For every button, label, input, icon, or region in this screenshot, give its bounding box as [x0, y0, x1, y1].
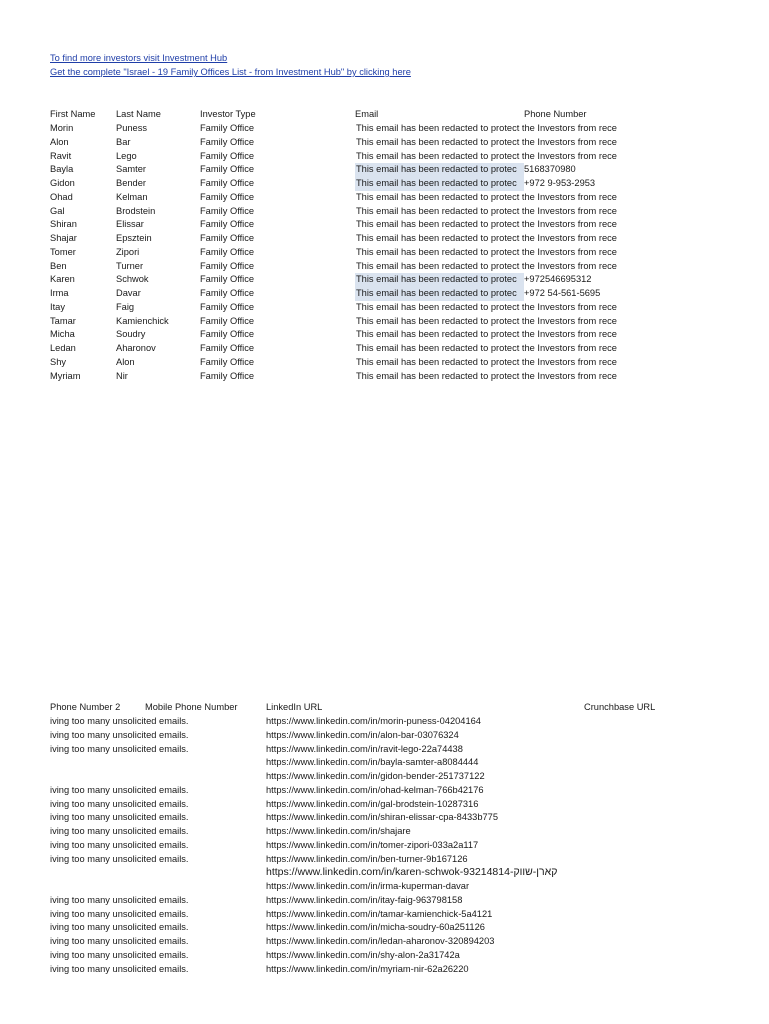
email-cell[interactable]: This email has been redacted to protect the Investors from rece — [356, 343, 617, 353]
email-cell[interactable]: This email has been redacted to protect the Investors from rece — [356, 136, 617, 147]
table-row — [0, 963, 768, 977]
investor-type-cell: Family Office — [200, 370, 255, 381]
investor-type-cell: Family Office — [200, 246, 255, 257]
phone-number-2-cell: iving too many unsolicited emails. — [50, 949, 189, 960]
last-name-cell: Lego — [116, 150, 137, 161]
last-name-cell: Aharonov — [116, 343, 156, 353]
investor-type-cell: Family Office — [200, 219, 255, 230]
email-cell[interactable]: This email has been redacted to protect the Investors from rece — [356, 233, 617, 243]
first-name-cell: Ben — [50, 260, 67, 271]
linkedin-url-cell[interactable]: https://www.linkedin.com/in/gal-brodstein-10287316 — [266, 798, 479, 809]
email-cell[interactable]: This email has been redacted to protec — [355, 163, 524, 177]
phone-number-2-cell: iving too many unsolicited emails. — [50, 716, 189, 726]
first-name-cell: Ravit — [50, 150, 72, 161]
table-row — [0, 880, 768, 894]
table-row — [0, 756, 768, 770]
table-row — [0, 798, 768, 812]
linkedin-url-cell[interactable]: https://www.linkedin.com/in/karen-schwok-93214814-קארן-שווק — [266, 866, 558, 879]
investor-type-cell: Family Office — [200, 329, 255, 340]
investor-type-cell: Family Office — [200, 178, 255, 188]
first-name-cell: Micha — [50, 329, 75, 340]
last-name-cell: Soudry — [116, 329, 146, 340]
linkedin-url-cell[interactable]: https://www.linkedin.com/in/gidon-bender-251737122 — [266, 771, 485, 781]
investor-type-cell: Family Office — [200, 233, 255, 243]
email-cell[interactable]: This email has been redacted to protect the Investors from rece — [356, 219, 617, 230]
linkedin-url-cell[interactable]: https://www.linkedin.com/in/alon-bar-03076324 — [266, 729, 459, 740]
email-cell[interactable]: This email has been redacted to protec — [355, 177, 524, 191]
linkedin-url-cell[interactable]: https://www.linkedin.com/in/tamar-kamienchick-5a4121 — [266, 908, 493, 919]
email-cell[interactable]: This email has been redacted to protect the Investors from rece — [356, 123, 617, 133]
phone-number-cell: +972546695312 — [524, 274, 592, 285]
header-first-name: First Name — [50, 109, 96, 119]
investor-type-cell: Family Office — [200, 274, 255, 285]
table-row — [0, 356, 768, 370]
table-header-row — [0, 108, 768, 122]
last-name-cell: Kamienchick — [116, 315, 169, 326]
linkedin-url-cell[interactable]: https://www.linkedin.com/in/ledan-aharonov-320894203 — [266, 936, 495, 946]
email-cell[interactable]: This email has been redacted to protect the Investors from rece — [356, 356, 617, 367]
table-row — [0, 743, 768, 757]
table-row — [0, 866, 768, 880]
last-name-cell: Puness — [116, 123, 148, 133]
last-name-cell: Brodstein — [116, 205, 156, 216]
table-row — [0, 921, 768, 935]
last-name-cell: Samter — [116, 164, 146, 175]
last-name-cell: Turner — [116, 260, 144, 271]
investment-hub-link[interactable]: To find more investors visit Investment Hub — [50, 53, 228, 63]
linkedin-url-cell[interactable]: https://www.linkedin.com/in/morin-puness-04204164 — [266, 716, 481, 726]
linkedin-url-cell[interactable]: https://www.linkedin.com/in/bayla-samter-a8084444 — [266, 757, 479, 768]
first-name-cell: Ledan — [50, 343, 76, 353]
email-cell[interactable]: This email has been redacted to protec — [355, 273, 524, 287]
phone-number-2-cell: iving too many unsolicited emails. — [50, 853, 189, 864]
last-name-cell: Kelman — [116, 191, 148, 202]
phone-number-2-cell: iving too many unsolicited emails. — [50, 812, 189, 823]
first-name-cell: Karen — [50, 274, 75, 285]
email-cell[interactable]: This email has been redacted to protect the Investors from rece — [356, 150, 617, 161]
linkedin-url-cell[interactable]: https://www.linkedin.com/in/tomer-zipori-033a2a117 — [266, 839, 479, 850]
email-cell[interactable]: This email has been redacted to protect the Investors from rece — [356, 370, 617, 381]
table-row — [0, 908, 768, 922]
investor-type-cell: Family Office — [200, 191, 255, 202]
first-name-cell: Shajar — [50, 233, 77, 243]
investor-type-cell: Family Office — [200, 164, 255, 175]
table-row — [0, 729, 768, 743]
table-row — [0, 935, 768, 949]
phone-number-2-cell: iving too many unsolicited emails. — [50, 826, 189, 836]
table-row — [0, 825, 768, 839]
email-cell[interactable]: This email has been redacted to protect the Investors from rece — [356, 191, 617, 202]
table-row — [0, 839, 768, 853]
table-row — [0, 136, 768, 150]
linkedin-url-cell[interactable]: https://www.linkedin.com/in/shiran-elissar-cpa-8433b775 — [266, 812, 499, 823]
first-name-cell: Irma — [50, 288, 69, 298]
table-row — [0, 177, 768, 191]
phone-number-cell: 5168370980 — [524, 164, 576, 175]
linkedin-url-cell[interactable]: https://www.linkedin.com/in/ravit-lego-22a74438 — [266, 743, 463, 754]
linkedin-url-cell[interactable]: https://www.linkedin.com/in/irma-kuperman-davar — [266, 881, 470, 891]
phone-number-cell: +972 9-953-2953 — [524, 178, 596, 188]
phone-number-2-cell: iving too many unsolicited emails. — [50, 743, 189, 754]
first-name-cell: Itay — [50, 301, 65, 312]
phone-number-2-cell: iving too many unsolicited emails. — [50, 963, 189, 974]
table-row — [0, 342, 768, 356]
first-name-cell: Bayla — [50, 164, 74, 175]
table-row — [0, 163, 768, 177]
table-row — [0, 260, 768, 274]
phone-number-2-cell: iving too many unsolicited emails. — [50, 729, 189, 740]
first-name-cell: Alon — [50, 136, 69, 147]
email-cell[interactable]: This email has been redacted to protect the Investors from rece — [356, 315, 617, 326]
table-row — [0, 205, 768, 219]
table-row — [0, 894, 768, 908]
header-linkedin-url: LinkedIn URL — [266, 702, 323, 712]
first-name-cell: Morin — [50, 123, 74, 133]
investor-type-cell: Family Office — [200, 123, 255, 133]
header-email: Email — [355, 109, 379, 119]
last-name-cell: Faig — [116, 301, 135, 312]
header-crunchbase-url: Crunchbase URL — [584, 702, 656, 712]
investor-type-cell: Family Office — [200, 150, 255, 161]
last-name-cell: Davar — [116, 288, 141, 298]
header-phone-number-2: Phone Number 2 — [50, 702, 121, 712]
email-cell[interactable]: This email has been redacted to protect the Investors from rece — [356, 205, 617, 216]
first-name-cell: Ohad — [50, 191, 73, 202]
investor-type-cell: Family Office — [200, 315, 255, 326]
table-row — [0, 370, 768, 384]
investor-type-cell: Family Office — [200, 205, 255, 216]
table-header-row-2 — [0, 701, 768, 715]
table-row — [0, 315, 768, 329]
first-name-cell: Shy — [50, 356, 67, 367]
table-row — [0, 287, 768, 301]
phone-number-2-cell: iving too many unsolicited emails. — [50, 894, 189, 905]
table-row — [0, 328, 768, 342]
linkedin-url-cell[interactable]: https://www.linkedin.com/in/shajare — [266, 826, 411, 836]
last-name-cell: Elissar — [116, 219, 144, 230]
table-row — [0, 218, 768, 232]
last-name-cell: Schwok — [116, 274, 149, 285]
table-row — [0, 301, 768, 315]
phone-number-2-cell: iving too many unsolicited emails. — [50, 784, 189, 795]
first-name-cell: Tamar — [50, 315, 76, 326]
table-row — [0, 246, 768, 260]
linkedin-url-cell[interactable]: https://www.linkedin.com/in/ben-turner-9b167126 — [266, 853, 468, 864]
phone-number-2-cell: iving too many unsolicited emails. — [50, 922, 189, 933]
investor-type-cell: Family Office — [200, 343, 255, 353]
email-cell[interactable]: This email has been redacted to protect the Investors from rece — [356, 246, 617, 257]
table-row — [0, 949, 768, 963]
table-row — [0, 191, 768, 205]
table-row — [0, 770, 768, 784]
last-name-cell: Alon — [116, 356, 135, 367]
last-name-cell: Bar — [116, 136, 131, 147]
investor-type-cell: Family Office — [200, 136, 255, 147]
first-name-cell: Myriam — [50, 370, 81, 381]
header-investor-type: Investor Type — [200, 109, 256, 119]
linkedin-url-cell[interactable]: https://www.linkedin.com/in/itay-faig-963798158 — [266, 894, 463, 905]
phone-number-2-cell: iving too many unsolicited emails. — [50, 839, 189, 850]
investor-type-cell: Family Office — [200, 301, 255, 312]
last-name-cell: Epsztein — [116, 233, 152, 243]
linkedin-url-cell[interactable]: https://www.linkedin.com/in/micha-soudry-60a251126 — [266, 922, 485, 933]
first-name-cell: Shiran — [50, 219, 77, 230]
linkedin-url-cell[interactable]: https://www.linkedin.com/in/shy-alon-2a31742a — [266, 949, 460, 960]
phone-number-cell: +972 54-561-5695 — [524, 288, 601, 298]
linkedin-url-cell[interactable]: https://www.linkedin.com/in/ohad-kelman-766b42176 — [266, 784, 484, 795]
header-phone-number: Phone Number — [524, 109, 587, 119]
table-row — [0, 715, 768, 729]
table-row — [0, 273, 768, 287]
table-row — [0, 232, 768, 246]
table-row — [0, 853, 768, 867]
email-cell[interactable]: This email has been redacted to protec — [355, 287, 524, 301]
email-cell[interactable]: This email has been redacted to protect the Investors from rece — [356, 260, 617, 271]
last-name-cell: Nir — [116, 370, 128, 381]
investor-type-cell: Family Office — [200, 356, 255, 367]
last-name-cell: Zipori — [116, 246, 140, 257]
email-cell[interactable]: This email has been redacted to protect the Investors from rece — [356, 301, 617, 312]
header-mobile-phone: Mobile Phone Number — [145, 702, 238, 712]
first-name-cell: Gidon — [50, 178, 75, 188]
first-name-cell: Tomer — [50, 246, 76, 257]
complete-list-link[interactable]: Get the complete "Israel - 19 Family Offices List - from Investment Hub" by clicking here — [50, 67, 411, 77]
phone-number-2-cell: iving too many unsolicited emails. — [50, 936, 189, 946]
table-row — [0, 811, 768, 825]
first-name-cell: Gal — [50, 205, 65, 216]
linkedin-url-cell[interactable]: https://www.linkedin.com/in/myriam-nir-62a26220 — [266, 963, 469, 974]
email-cell[interactable]: This email has been redacted to protect the Investors from rece — [356, 329, 617, 340]
investor-type-cell: Family Office — [200, 260, 255, 271]
phone-number-2-cell: iving too many unsolicited emails. — [50, 798, 189, 809]
header-last-name: Last Name — [116, 109, 161, 119]
table-row — [0, 122, 768, 136]
last-name-cell: Bender — [116, 178, 146, 188]
table-row — [0, 150, 768, 164]
phone-number-2-cell: iving too many unsolicited emails. — [50, 908, 189, 919]
table-row — [0, 784, 768, 798]
investor-type-cell: Family Office — [200, 288, 255, 298]
